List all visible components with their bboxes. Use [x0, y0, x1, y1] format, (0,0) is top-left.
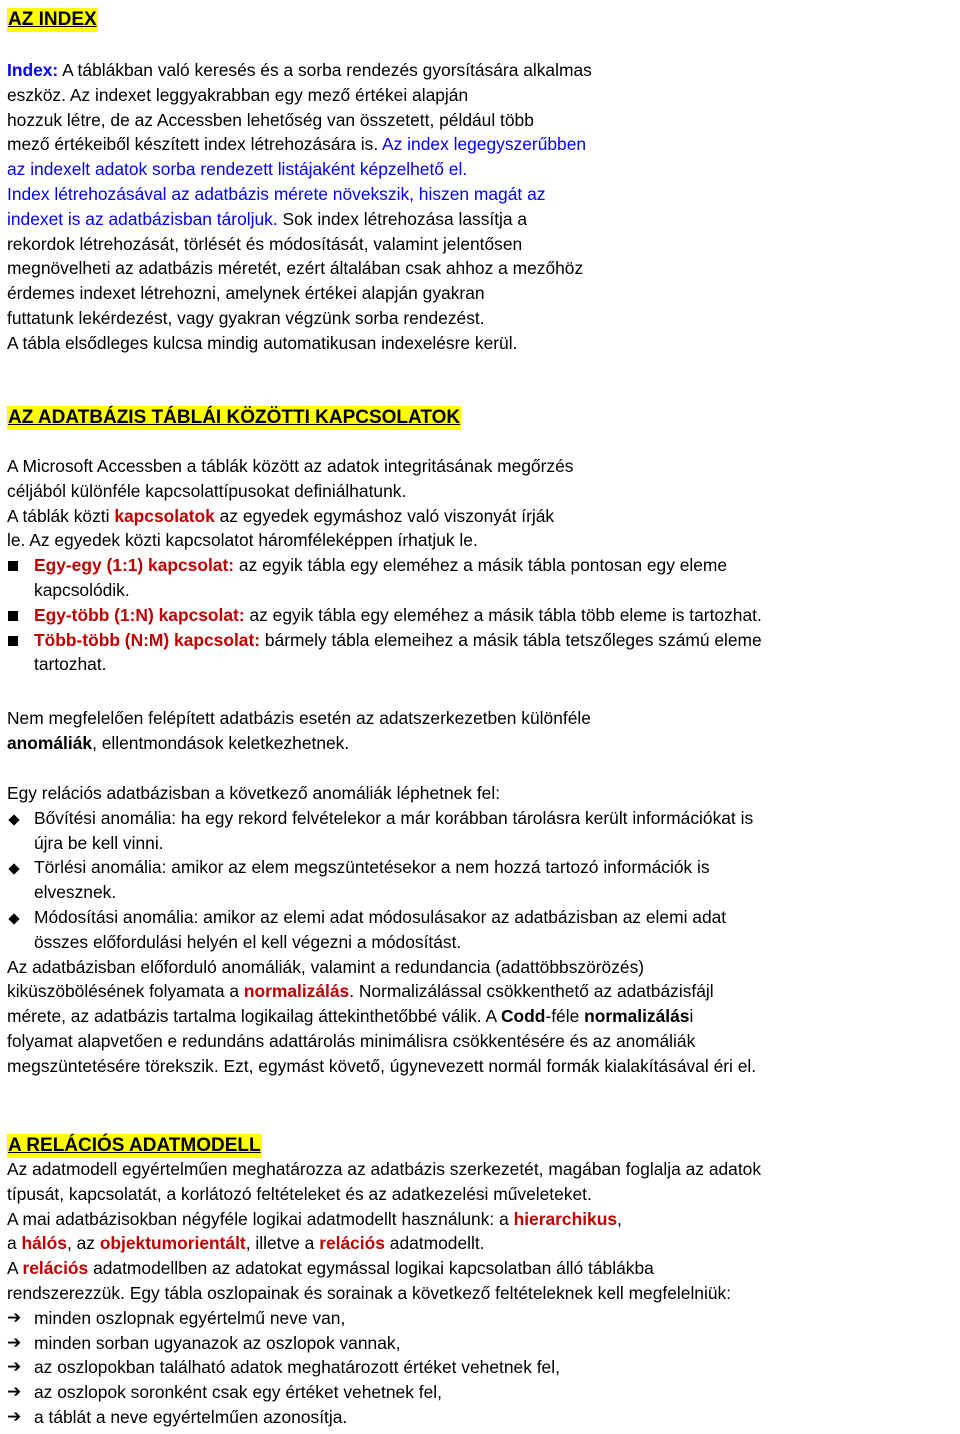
relationships-block: A Microsoft Accessben a táblák között az adatok integritásának megőrzés céljából különféle kapcsolattípusokat definiálhatunk. A táblák közti kapcsolatok az egyedek egymáshoz való viszonyát írják le. Az egyedek közti kapcsolatot háromféleképpen írhatjuk le. Egy-egy (1:1) kapcsolat: az egyik tábla egy eleméhez a másik tábla pontosan egy eleme kapcsolódik. Egy-több (1:N) kapcsolat: az egyik tábla egy eleméhez a másik tábla több eleme is tartozhat. Több-több (N:M) kapcsolat: bármely tábla elemeihez a másik tábla tetszőleges számú eleme tartozhat. [7, 454, 957, 677]
list-item: Módosítási anomália: amikor az elemi adat módosulásakor az adatbázisban az elemi adat összes előfordulási helyén el kell végezni a módosítást. [7, 905, 957, 955]
anomalies-intro: Nem megfelelően felépített adatbázis esetén az adatszerkezetben különféle anomáliák, ellentmondások keletkezhetnek. [7, 708, 591, 753]
anomalies-block: Egy relációs adatbázisban a következő anomáliák léphetnek fel: Bővítési anomália: ha egy rekord felvételekor a már korábban tárolásra került információkat is újra be kell vinni. Törlési anomália: amikor az elem megszüntetésekor a nem hozzá tartozó információk is elvesznek. Módosítási anomália: amikor az elemi adat módosulásakor az adatbázisban az elemi adat összes előfordulási helyén el kell végezni a módosítást. Az adatbázisban előforduló anomáliák, valamint a redundancia (adattöbbszörözés) kiküszöbölésének folyamata a normalizálás. Normalizálással csökkenthető az adatbázisfájl mérete, az adatbázis tartalma logikailag áttekinthetőbbé válik. A Codd-féle normalizálási folyamat alapvetően e redundáns adattárolás minimálisra csökkentésére és az anomáliák megszüntetésére törekszik. Ezt, egymást követő, úgynevezett normál formák kialakításával éri el. [7, 781, 957, 1079]
section-title-relational-model: A RELÁCIÓS ADATMODELL [8, 1135, 261, 1156]
square-bullet-icon [8, 636, 18, 646]
arrow-right-icon: ➔ [7, 1307, 22, 1327]
index-paragraph: Index: A táblákban való keresés és a sorba rendezés gyorsítására alkalmas eszköz. Az indexet leggyakrabban egy mező értékei alapján hozzuk létre, de az Accessben lehetőség van összetett, például több mező értékeiből készített index létrehozására is. Az index legegyszerűbben az indexelt adatok sorba rendezett listájaként képzelhető el. Index létrehozásával az adatbázis mérete növekszik, hiszen magát az indexet is az adatbázisban tároljuk. Sok index létrehozása lassítja a rekordok létrehozását, törlését és módosítását, valamint jelentősen megnövelheti az adatbázis méretét, ezért általában csak ahhoz a mezőhöz érdemes indexet létrehozni, amelynek értékei alapján gyakran futtatunk lekérdezést, vagy gyakran végzünk sorba rendezést. A tábla elsődleges kulcsa mindig automatikusan indexelésre kerül. [7, 60, 592, 353]
arrow-right-icon: ➔ [7, 1357, 22, 1377]
section-title-index: AZ INDEX [8, 9, 97, 30]
square-bullet-icon [8, 611, 18, 621]
diamond-bullet-icon [8, 814, 19, 825]
list-item: ➔ minden sorban ugyanazok az oszlopok vannak, [7, 1331, 959, 1356]
list-item: Törlési anomália: amikor az elem megszüntetésekor a nem hozzá tartozó információk is elvesznek. [7, 855, 957, 905]
diamond-bullet-icon [8, 864, 19, 875]
list-item: Bővítési anomália: ha egy rekord felvételekor a már korábban tárolásra került információkat is újra be kell vinni. [7, 806, 957, 856]
index-term: Index: [7, 60, 59, 80]
list-item: ➔ az oszlopok soronként csak egy értéket vehetnek fel, [7, 1380, 959, 1405]
list-item: Egy-több (1:N) kapcsolat: az egyik tábla egy eleméhez a másik tábla több eleme is tartozhat. [7, 603, 957, 628]
arrow-right-icon: ➔ [7, 1332, 22, 1352]
diamond-bullet-icon [8, 913, 19, 924]
section-title-relationships: AZ ADATBÁZIS TÁBLÁI KÖZÖTTI KAPCSOLATOK [8, 407, 461, 428]
list-item: ➔ minden oszlopnak egyértelmű neve van, [7, 1306, 959, 1331]
arrow-right-icon: ➔ [7, 1406, 22, 1426]
list-item: Egy-egy (1:1) kapcsolat: az egyik tábla egy eleméhez a másik tábla pontosan egy eleme kapcsolódik. [7, 553, 957, 603]
list-item: Több-több (N:M) kapcsolat: bármely tábla elemeihez a másik tábla tetszőleges számú eleme tartozhat. [7, 628, 957, 678]
arrow-right-icon: ➔ [7, 1382, 22, 1402]
relational-model-block: Az adatmodell egyértelműen meghatározza az adatbázis szerkezetét, magában foglalja az adatok típusát, kapcsolatát, a korlátozó feltételeket és az adatkezelési műveleteket. A mai adatbázisokban négyféle logikai adatmodellt használunk: a hierarchikus, a hálós, az objektumorientált, illetve a relációs adatmodellt. A relációs adatmodellben az adatokat egymással logikai kapcsolatban álló táblákba rendszerezzük. Egy tábla oszlopainak és sorainak a következő feltételeknek kell megfelelniük: ➔ minden oszlopnak egyértelmű neve van, ➔ minden sorban ugyanazok az oszlopok vannak, ➔ az oszlopokban található adatok meghatározott értéket vehetnek fel, ➔ az oszlopok soronként csak egy értéket vehetnek fel, ➔ a táblát a neve egyértelműen azonosítja. [7, 1157, 959, 1430]
list-item: ➔ a táblát a neve egyértelműen azonosítja. [7, 1405, 959, 1430]
square-bullet-icon [8, 561, 18, 571]
list-item: ➔ az oszlopokban található adatok meghatározott értéket vehetnek fel, [7, 1355, 959, 1380]
